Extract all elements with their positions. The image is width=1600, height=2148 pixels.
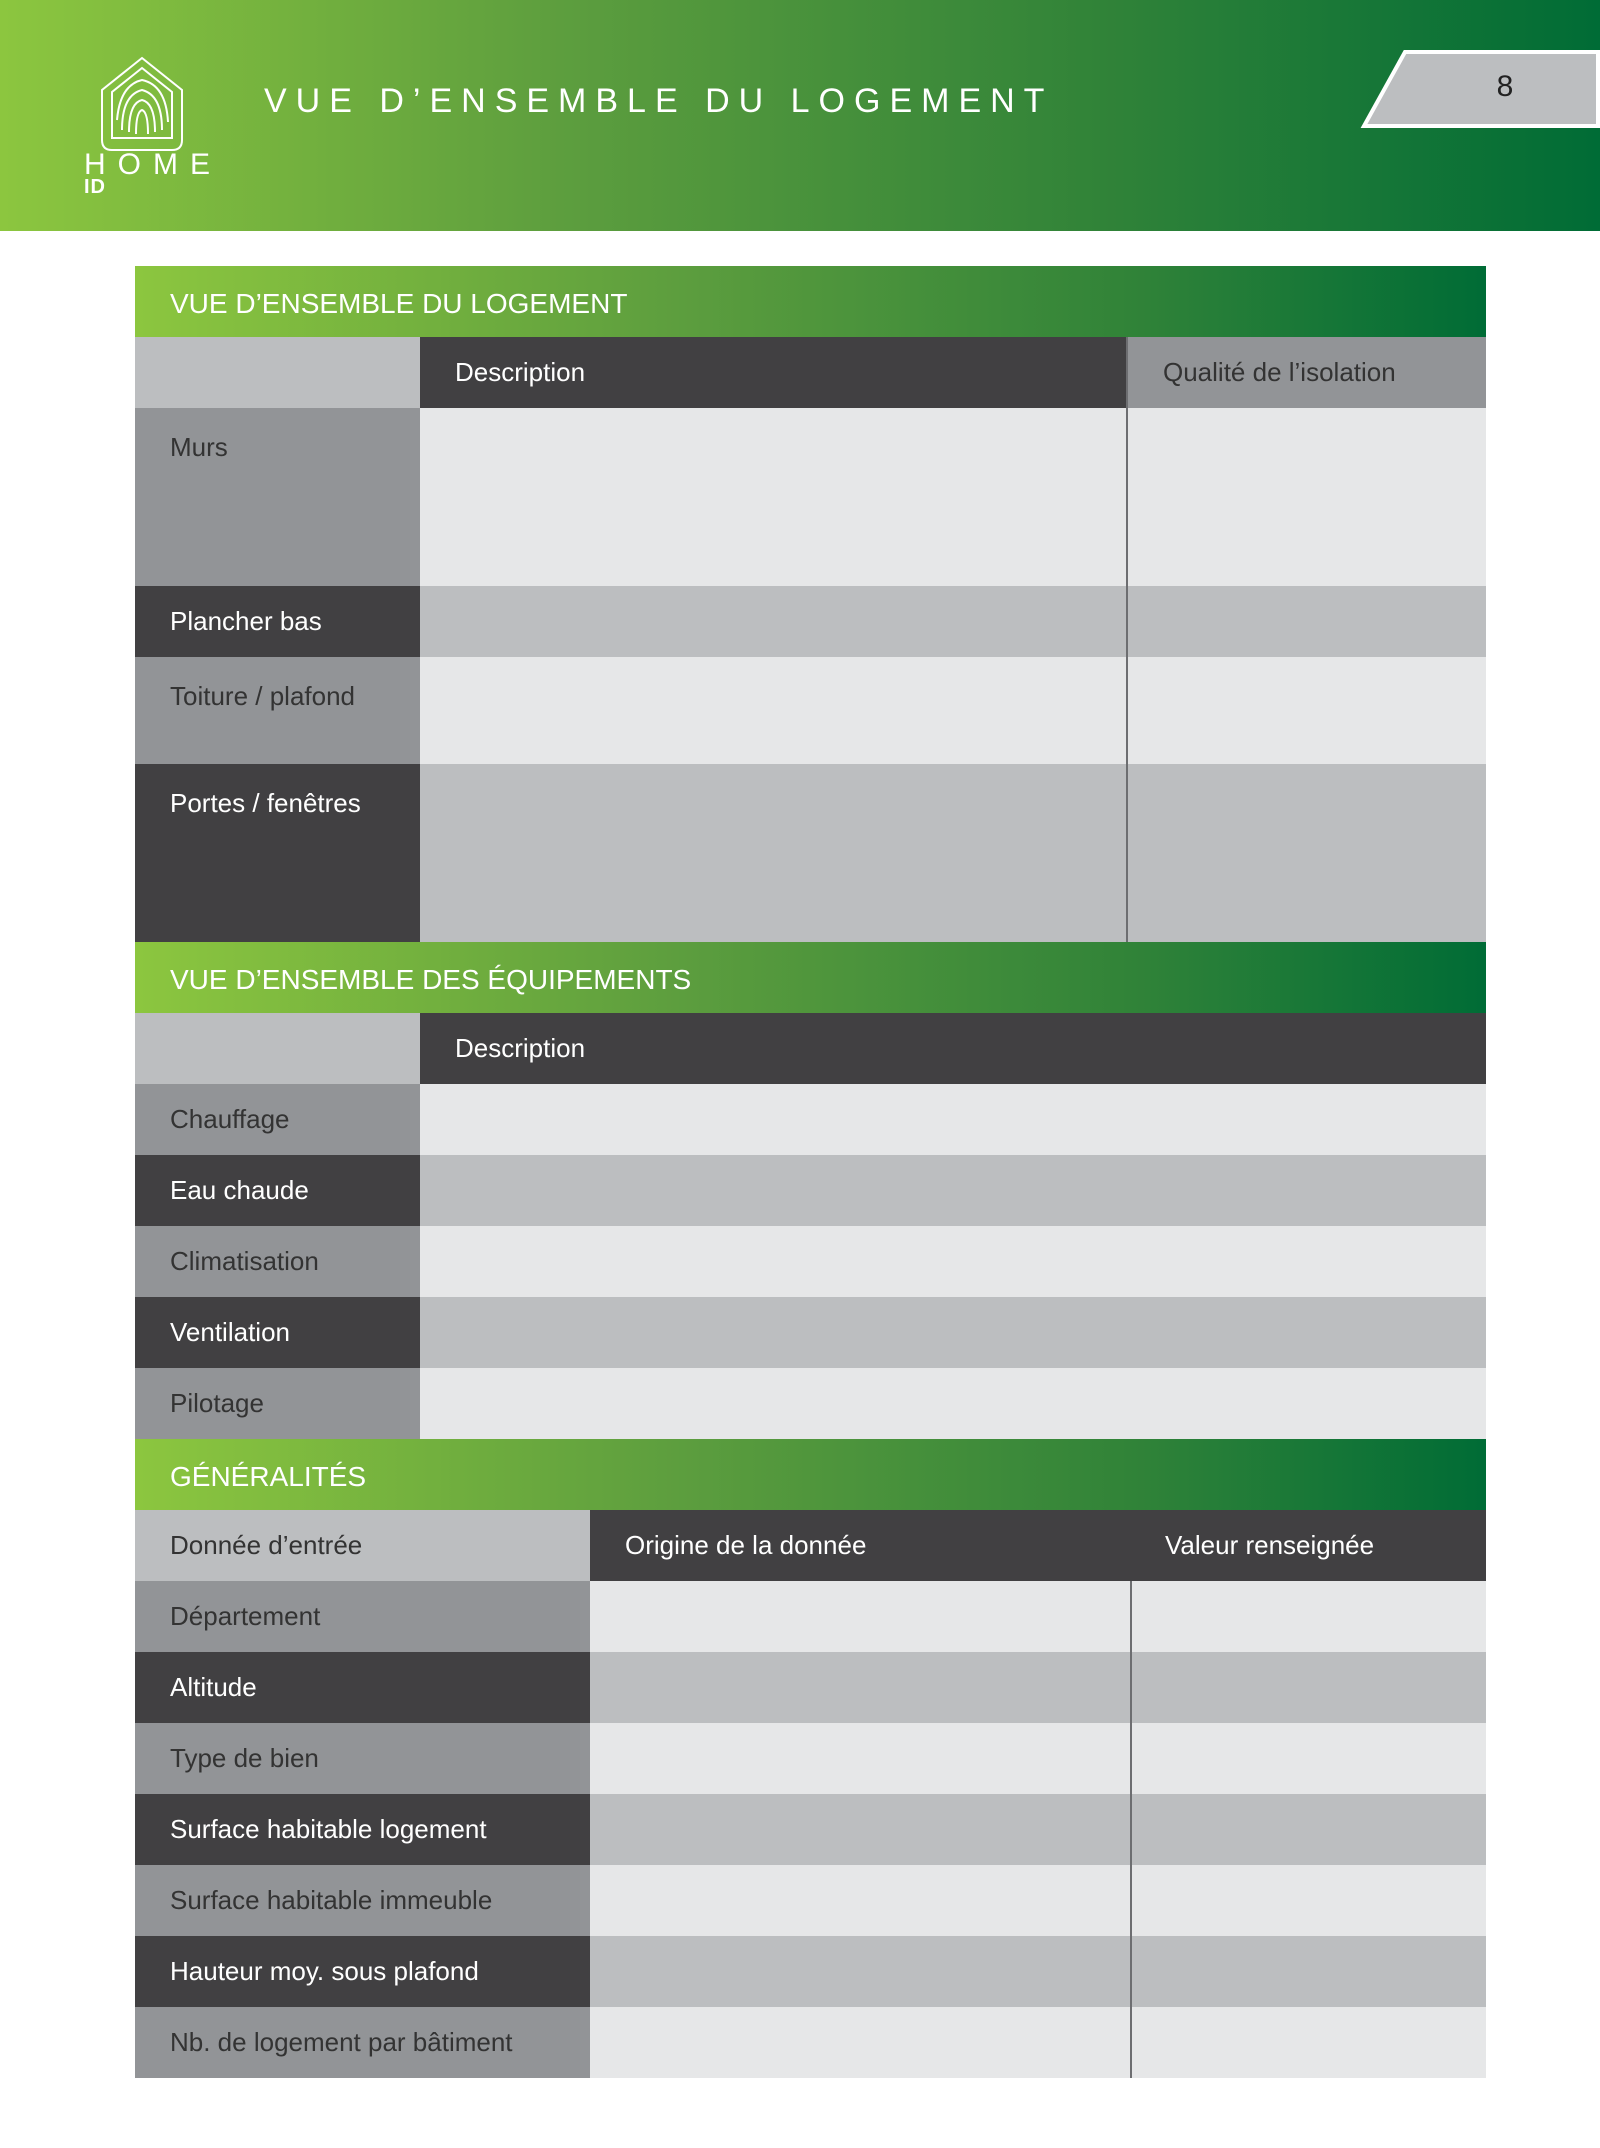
row-label: Ventilation (135, 1297, 420, 1368)
table-row (135, 408, 1486, 586)
row-label: Plancher bas (135, 586, 420, 657)
description-cell[interactable] (420, 1297, 1486, 1368)
insulation-cell[interactable] (1126, 586, 1486, 657)
section-title-equipements: VUE D’ENSEMBLE DES ÉQUIPEMENTS (135, 942, 1486, 1013)
housing-overview-form (135, 266, 1486, 2078)
column-header-description: Description (420, 337, 1126, 408)
table-row (135, 1297, 1486, 1368)
column-header-value: Valeur renseignée (1130, 1510, 1486, 1581)
column-header-description: Description (420, 1013, 1486, 1084)
origin-cell[interactable] (590, 1723, 1130, 1794)
value-cell[interactable] (1130, 1865, 1486, 1936)
table-row (135, 2007, 1486, 2078)
value-cell[interactable] (1130, 1581, 1486, 1652)
table-row (135, 1084, 1486, 1155)
value-cell[interactable] (1130, 1723, 1486, 1794)
logo-subtext: ID (84, 176, 106, 198)
section-title-logement: VUE D’ENSEMBLE DU LOGEMENT (135, 266, 1486, 337)
page-number: 8 (1496, 70, 1514, 103)
origin-cell[interactable] (590, 1936, 1130, 2007)
header-blank-cell (135, 337, 420, 408)
origin-cell[interactable] (590, 1652, 1130, 1723)
value-cell[interactable] (1130, 1794, 1486, 1865)
table-header-row (135, 1013, 1486, 1084)
insulation-cell[interactable] (1126, 764, 1486, 942)
table-row (135, 1794, 1486, 1865)
page-header (0, 0, 1600, 231)
row-label: Surface habitable immeuble (135, 1865, 590, 1936)
row-label: Portes / fenêtres (135, 764, 420, 942)
table-row (135, 586, 1486, 657)
description-cell[interactable] (420, 1226, 1486, 1297)
table-header-row (135, 1510, 1486, 1581)
description-cell[interactable] (420, 408, 1126, 586)
row-label: Hauteur moy. sous plafond (135, 1936, 590, 2007)
table-row (135, 1936, 1486, 2007)
insulation-cell[interactable] (1126, 408, 1486, 586)
column-header-origin: Origine de la donnée (590, 1510, 1130, 1581)
table-row (135, 1652, 1486, 1723)
table-row (135, 1155, 1486, 1226)
page-title: VUE D’ENSEMBLE DU LOGEMENT (264, 82, 1054, 120)
row-label: Eau chaude (135, 1155, 420, 1226)
logo-wordmark: HOME (84, 148, 222, 181)
row-label: Murs (135, 408, 420, 586)
table-row (135, 1368, 1486, 1439)
table-header-row (135, 337, 1486, 408)
description-cell[interactable] (420, 764, 1126, 942)
origin-cell[interactable] (590, 2007, 1130, 2078)
section-title-generalites: GÉNÉRALITÉS (135, 1439, 1486, 1510)
description-cell[interactable] (420, 1368, 1486, 1439)
table-row (135, 1865, 1486, 1936)
value-cell[interactable] (1130, 1652, 1486, 1723)
origin-cell[interactable] (590, 1794, 1130, 1865)
row-label: Type de bien (135, 1723, 590, 1794)
description-cell[interactable] (420, 586, 1126, 657)
row-label: Pilotage (135, 1368, 420, 1439)
origin-cell[interactable] (590, 1865, 1130, 1936)
column-header-input: Donnée d’entrée (135, 1510, 590, 1581)
table-row (135, 657, 1486, 764)
row-label: Toiture / plafond (135, 657, 420, 764)
origin-cell[interactable] (590, 1581, 1130, 1652)
table-row (135, 1581, 1486, 1652)
description-cell[interactable] (420, 657, 1126, 764)
row-label: Nb. de logement par bâtiment (135, 2007, 590, 2078)
row-label: Altitude (135, 1652, 590, 1723)
column-header-insulation: Qualité de l’isolation (1126, 337, 1486, 408)
value-cell[interactable] (1130, 2007, 1486, 2078)
row-label: Climatisation (135, 1226, 420, 1297)
table-row (135, 764, 1486, 942)
insulation-cell[interactable] (1126, 657, 1486, 764)
description-cell[interactable] (420, 1155, 1486, 1226)
row-label: Surface habitable logement (135, 1794, 590, 1865)
table-row (135, 1226, 1486, 1297)
value-cell[interactable] (1130, 1936, 1486, 2007)
header-blank-cell (135, 1013, 420, 1084)
row-label: Département (135, 1581, 590, 1652)
description-cell[interactable] (420, 1084, 1486, 1155)
table-row (135, 1723, 1486, 1794)
row-label: Chauffage (135, 1084, 420, 1155)
